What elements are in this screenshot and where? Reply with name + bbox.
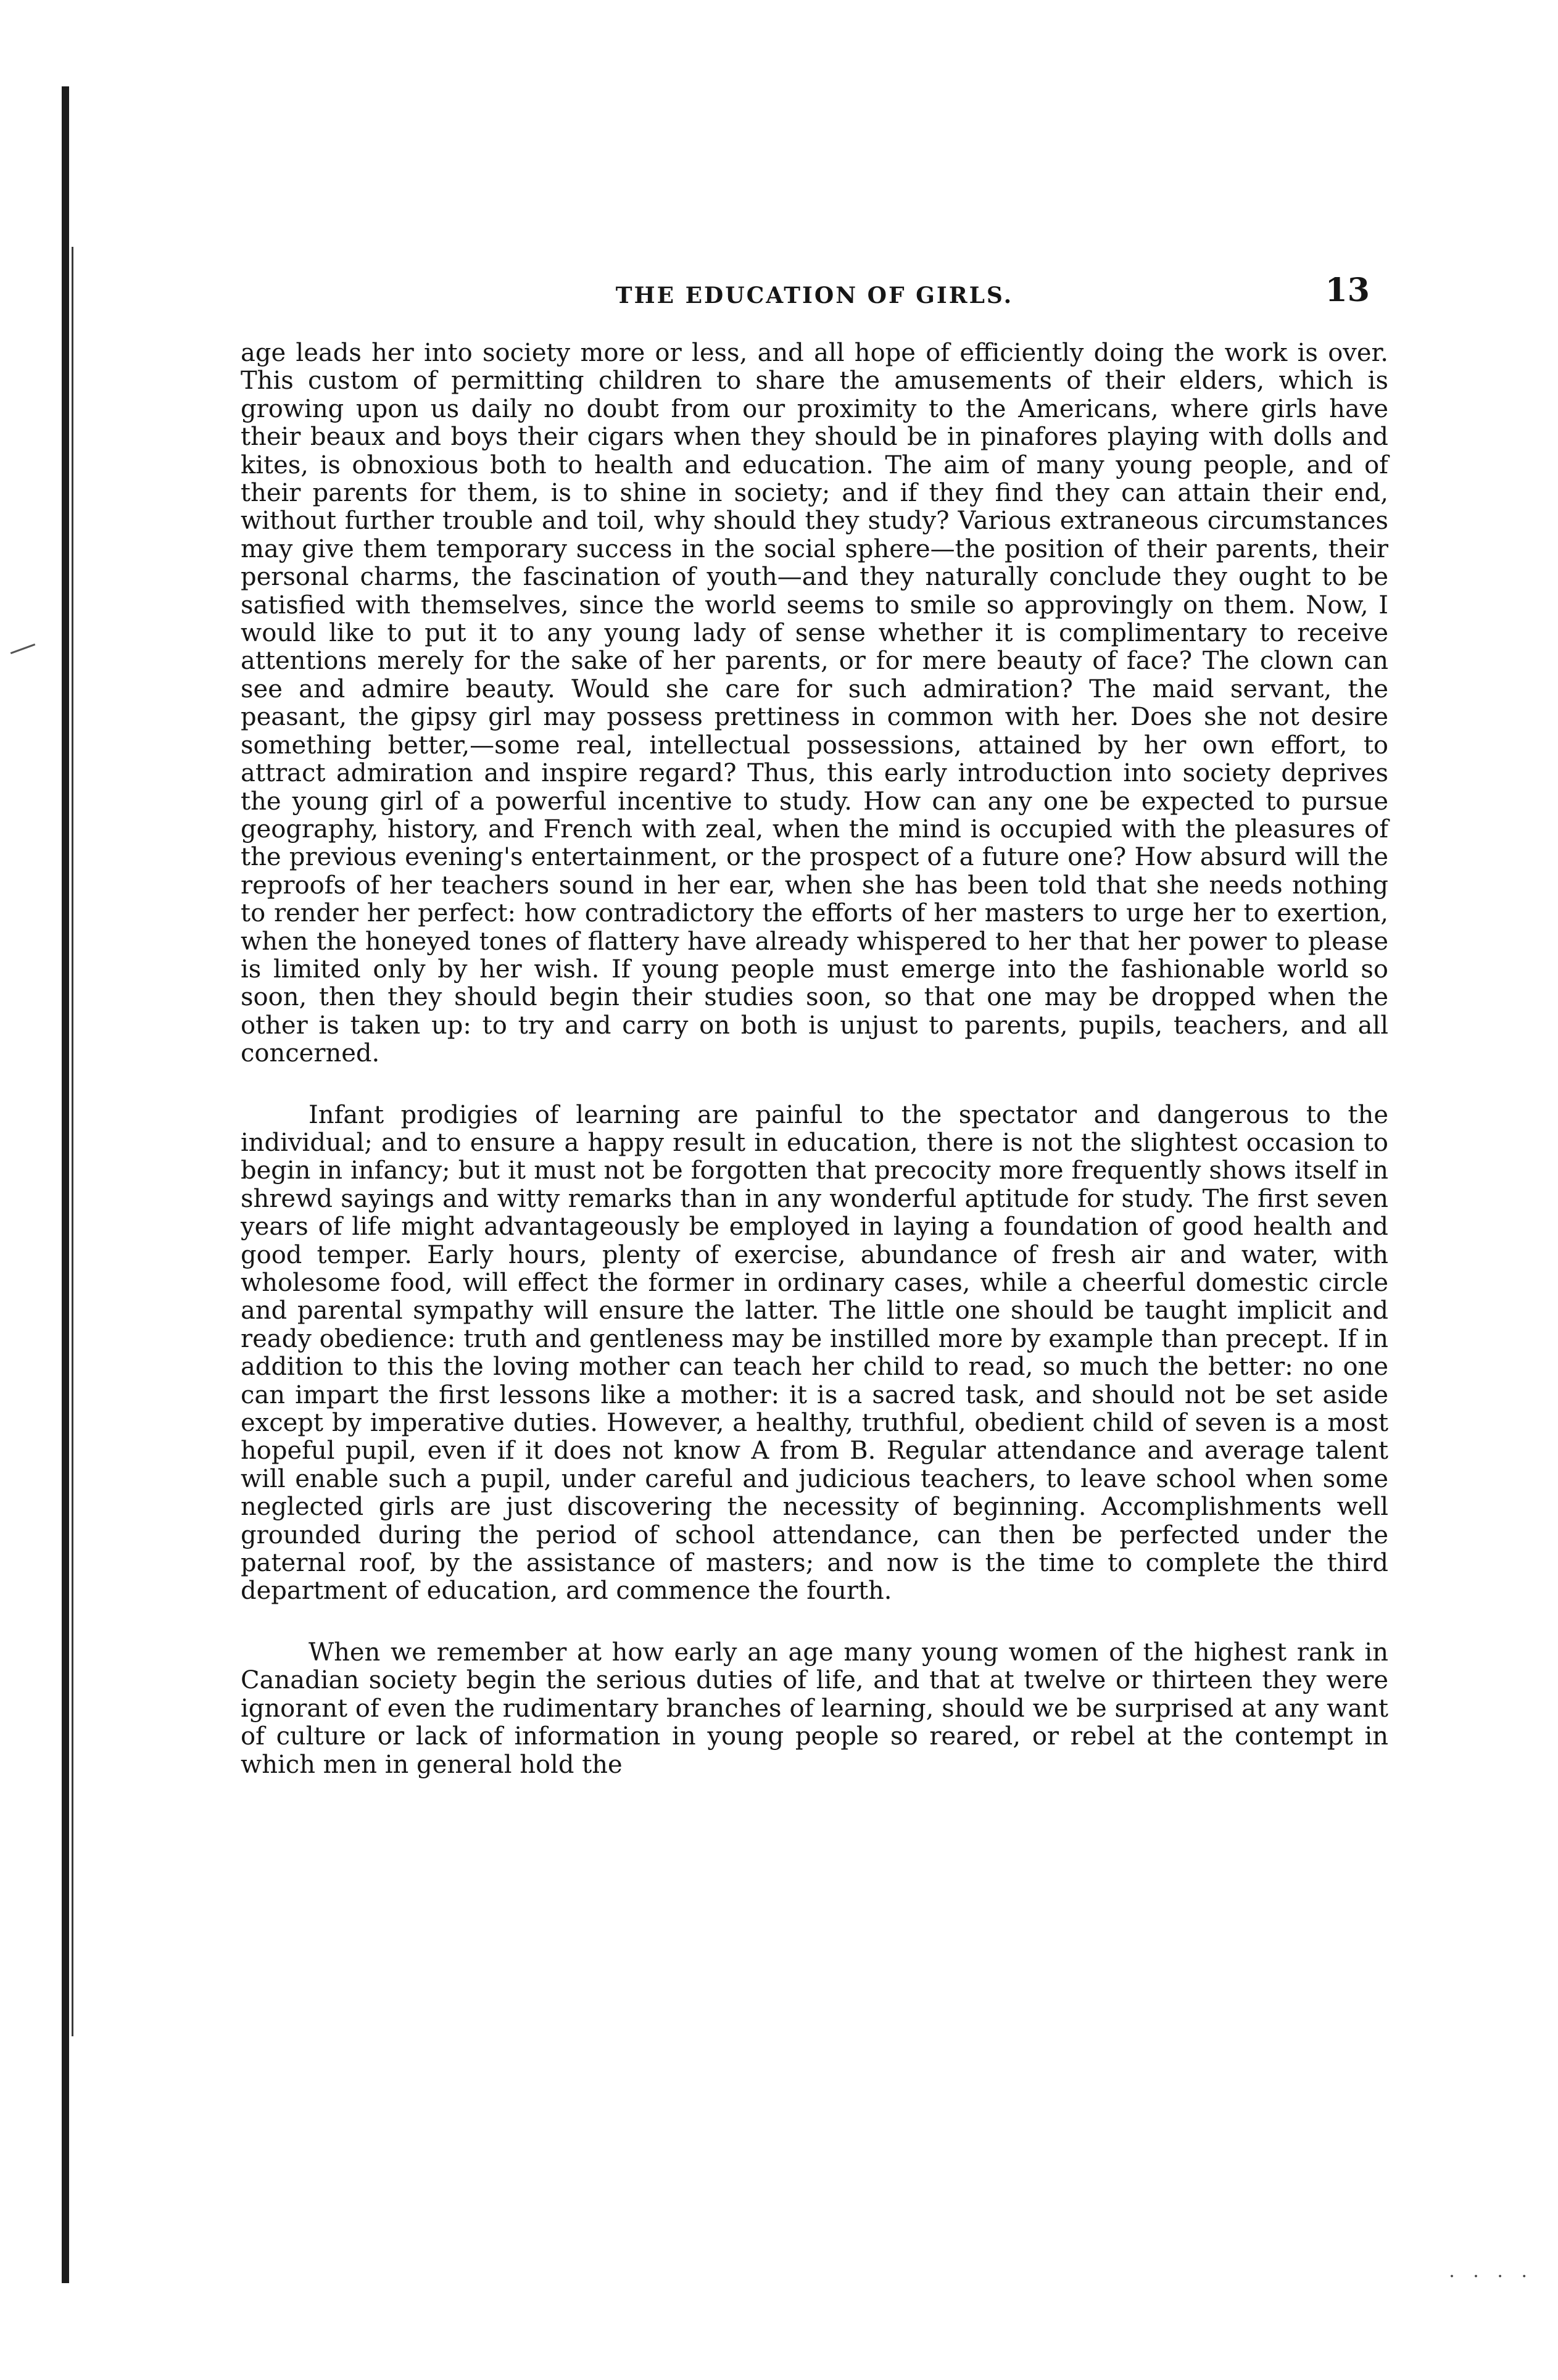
paragraph-infant-prodigies: Infant prodigies of learning are painful to the spectator and dangerous to the individual; and to ensure a happy result in education, there is not the slightest occasion to begin in infancy; but it must not be forgotten that precocity more frequently shows itself in shrewd sayings and witty remarks than in any wonderful aptitude for study. The first seven years of life might advantageously be employed in laying a foundation of good health and good temper. Early hours, plenty of exercise, abundance of fresh air and water, with wholesome food, will effect the former in ordinary cases, while a cheerful domestic circle and parental sympathy will ensure the latter. The little one should be taught implicit and ready obedience: truth and gentleness may be instilled more by example than precept. If in addition to this the loving mother can teach her child to read, so much the better: no one can impart the first lessons like a mother: it is a sacred task, and should not be set aside except by imperative duties. However, a healthy, truthful, obedient child of seven is a most hopeful pupil, even if it does not know A from B. Regular attendance and average talent will enable such a pupil, under careful and judicious teachers, to leave school when some neglected girls are just discovering the necessity of beginning. Accomplishments well grounded during the period of school attendance, can then be perfected under the paternal roof, by the assistance of masters; and now is the time to complete the third department of education, ard commence the fourth. xyxy=(241,1100,1388,1606)
paragraph-canadian-society: When we remember at how early an age many young women of the highest rank in Canadian society begin the serious duties of life, and that at twelve or thirteen they were ignorant of even the rudimentary branches of learning, should we be surprised at any want of culture or lack of information in young people so reared, or rebel at the contempt in which men in general hold the xyxy=(241,1638,1388,1779)
paragraph-continuation: age leads her into society more or less, and all hope of efficiently doing the work is over. This custom of permitting children to share the amusements of their elders, which is growing upon us daily no doubt from our proximity to the Americans, where girls have their beaux and boys their cigars when they should be in pinafores playing with dolls and kites, is obnoxious both to health and education. The aim of many young people, and of their parents for them, is to shine in society; and if they find they can attain their end, without further trouble and toil, why should they study? Various extraneous circumstances may give them temporary success in the social sphere—the position of their parents, their personal charms, the fascination of youth—and they naturally conclude they ought to be satisfied with themselves, since the world seems to smile so approvingly on them. Now, I would like to put it to any young lady of sense whether it is complimentary to receive attentions merely for the sake of her parents, or for mere beauty of face? The clown can see and admire beauty. Would she care for such admiration? The maid servant, the peasant, the gipsy girl may possess prettiness in common with her. Does she not desire something better,—some real, intellectual possessions, attained by her own effort, to attract admiration and inspire regard? Thus, this early introduction into society deprives the young girl of a powerful incentive to study. How can any one be expected to pursue geography, history, and French with zeal, when the mind is occupied with the pleasures of the previous evening's entertainment, or the prospect of a future one? How absurd will the reproofs of her teachers sound in her ear, when she has been told that she needs nothing to render her perfect: how contradictory the efforts of her masters to urge her to exertion, when the honeyed tones of flattery have already whispered to her that her power to please is limited only by her wish. If young people must emerge into the fashionable world so soon, then they should begin their studies soon, so that one may be dropped when the other is taken up: to try and carry on both is unjust to parents, pupils, teachers, and all concerned. xyxy=(241,339,1388,1068)
book-page xyxy=(241,272,1388,1812)
scan-artifact-dots: · · · · xyxy=(1449,2266,1533,2287)
scan-binding-shadow xyxy=(72,247,73,2036)
running-title: THE EDUCATION OF GIRLS. xyxy=(615,283,1014,309)
scan-binding-edge xyxy=(62,86,69,2283)
running-header xyxy=(241,272,1388,321)
margin-pencil-mark xyxy=(10,644,35,654)
page-number: 13 xyxy=(1325,272,1370,309)
body-text xyxy=(241,339,1388,1779)
